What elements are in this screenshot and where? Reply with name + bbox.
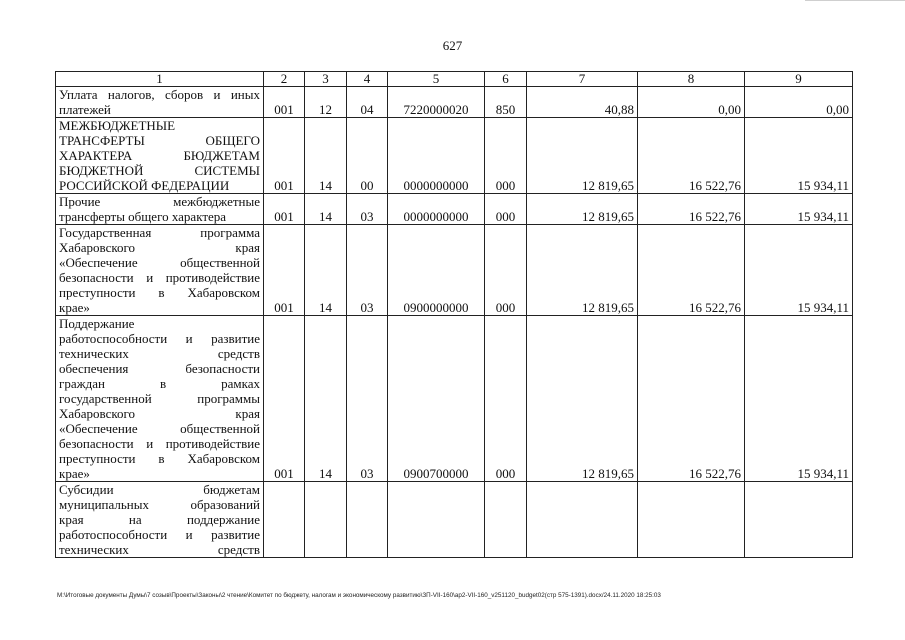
table-body: [56, 87, 853, 558]
row-name-line: Прочие межбюджетные: [59, 194, 260, 209]
amount-col7-cell: 40,88: [527, 87, 638, 118]
amount-col7-cell: 12 819,65: [527, 194, 638, 225]
row-name-line: государственной программы: [59, 391, 260, 406]
amount-col7-cell: 12 819,65: [527, 316, 638, 482]
amount-col9-cell: 15 934,11: [745, 194, 853, 225]
row-name-line: муниципальных образований: [59, 497, 260, 512]
table-row: [56, 225, 853, 316]
row-name-line: ТРАНСФЕРТЫ ОБЩЕГО: [59, 133, 260, 148]
grbs-code-cell: 001: [264, 225, 305, 316]
row-name-line: БЮДЖЕТНОЙ СИСТЕМЫ: [59, 163, 260, 178]
row-name-line: Уплата налогов, сборов и иных: [59, 87, 260, 102]
row-name-line: технических средств: [59, 542, 260, 557]
target-article-cell: 0000000000: [388, 118, 485, 194]
subsection-code-cell: 00: [347, 118, 388, 194]
row-name-line: крае»: [59, 466, 90, 481]
header-cell: 8: [638, 72, 745, 87]
target-article-cell: 7220000020: [388, 87, 485, 118]
grbs-code-cell: 001: [264, 118, 305, 194]
grbs-code-cell: [264, 482, 305, 558]
amount-col8-cell: 0,00: [638, 87, 745, 118]
header-cell: 6: [485, 72, 527, 87]
subsection-code-cell: 04: [347, 87, 388, 118]
grbs-code-cell: 001: [264, 194, 305, 225]
target-article-cell: 0900700000: [388, 316, 485, 482]
amount-col9-cell: 0,00: [745, 87, 853, 118]
row-name-line: преступности в Хабаровском: [59, 451, 260, 466]
amount-col8-cell: 16 522,76: [638, 118, 745, 194]
amount-col9-cell: 15 934,11: [745, 118, 853, 194]
row-name-line: Государственная программа: [59, 225, 260, 240]
expense-type-cell: 000: [485, 118, 527, 194]
header-cell: 4: [347, 72, 388, 87]
row-name-line: преступности в Хабаровском: [59, 285, 260, 300]
expense-type-cell: 000: [485, 194, 527, 225]
section-code-cell: 14: [305, 316, 347, 482]
row-name-line: «Обеспечение общественной: [59, 255, 260, 270]
expense-type-cell: 000: [485, 316, 527, 482]
section-code-cell: 14: [305, 118, 347, 194]
table-row: [56, 118, 853, 194]
header-cell: 9: [745, 72, 853, 87]
amount-col7-cell: 12 819,65: [527, 118, 638, 194]
amount-col7-cell: 12 819,65: [527, 225, 638, 316]
header-cell: 2: [264, 72, 305, 87]
page-number: 627: [442, 38, 463, 53]
subsection-code-cell: 03: [347, 316, 388, 482]
row-name-line: РОССИЙСКОЙ ФЕДЕРАЦИИ: [59, 178, 230, 193]
row-name-line: платежей: [59, 102, 111, 117]
expense-type-cell: 000: [485, 225, 527, 316]
header-row: [56, 72, 853, 87]
row-name-line: МЕЖБЮДЖЕТНЫЕ: [59, 118, 176, 133]
row-name-line: крае»: [59, 300, 90, 315]
subsection-code-cell: 03: [347, 225, 388, 316]
amount-col9-cell: 15 934,11: [745, 316, 853, 482]
row-name-line: Хабаровского края: [59, 240, 260, 255]
subsection-code-cell: [347, 482, 388, 558]
amount-col8-cell: 16 522,76: [638, 316, 745, 482]
amount-col9-cell: 15 934,11: [745, 225, 853, 316]
amount-col8-cell: 16 522,76: [638, 225, 745, 316]
budget-table: [55, 71, 853, 558]
row-name-line: трансферты общего характера: [59, 209, 227, 224]
header-cell: 5: [388, 72, 485, 87]
grbs-code-cell: 001: [264, 87, 305, 118]
table-row: [56, 87, 853, 118]
amount-col8-cell: [638, 482, 745, 558]
header-cell: 1: [56, 72, 264, 87]
row-name-line: безопасности и противодействие: [59, 270, 260, 285]
row-name-cell: [56, 316, 264, 482]
section-code-cell: [305, 482, 347, 558]
row-name-line: Хабаровского края: [59, 406, 260, 421]
document-path-footer: M:\Итоговые документы Думы\7 созыв\Проекты\Законы\2 чтение\Комитет по бюджету, налогам и экономическому развитию\ЗП-VII-160\ap2-VII-160_v251120_budget02(стр 575-1391).docx/24.11.2020 18:25:03: [57, 592, 661, 599]
grbs-code-cell: 001: [264, 316, 305, 482]
row-name-cell: [56, 194, 264, 225]
row-name-line: «Обеспечение общественной: [59, 421, 260, 436]
row-name-cell: [56, 482, 264, 558]
row-name-line: граждан в рамках: [59, 376, 260, 391]
header-cell: 7: [527, 72, 638, 87]
row-name-line: безопасности и противодействие: [59, 436, 260, 451]
row-name-line: края на поддержание: [59, 512, 260, 527]
row-name-line: работоспособности и развитие: [59, 331, 260, 346]
row-name-cell: [56, 225, 264, 316]
table-row: [56, 482, 853, 558]
amount-col7-cell: [527, 482, 638, 558]
target-article-cell: 0900000000: [388, 225, 485, 316]
row-name-line: работоспособности и развитие: [59, 527, 260, 542]
page-edge-mark: [805, 0, 905, 3]
header-cell: 3: [305, 72, 347, 87]
subsection-code-cell: 03: [347, 194, 388, 225]
section-code-cell: 14: [305, 225, 347, 316]
section-code-cell: 12: [305, 87, 347, 118]
row-name-line: ХАРАКТЕРА БЮДЖЕТАМ: [59, 148, 260, 163]
row-name-cell: [56, 87, 264, 118]
target-article-cell: 0000000000: [388, 194, 485, 225]
row-name-cell: [56, 118, 264, 194]
row-name-line: технических средств: [59, 346, 260, 361]
section-code-cell: 14: [305, 194, 347, 225]
expense-type-cell: [485, 482, 527, 558]
target-article-cell: [388, 482, 485, 558]
expense-type-cell: 850: [485, 87, 527, 118]
row-name-line: обеспечения безопасности: [59, 361, 260, 376]
amount-col9-cell: [745, 482, 853, 558]
row-name-line: Поддержание: [59, 316, 135, 331]
row-name-line: Субсидии бюджетам: [59, 482, 260, 497]
table-row: [56, 316, 853, 482]
amount-col8-cell: 16 522,76: [638, 194, 745, 225]
table-row: [56, 194, 853, 225]
